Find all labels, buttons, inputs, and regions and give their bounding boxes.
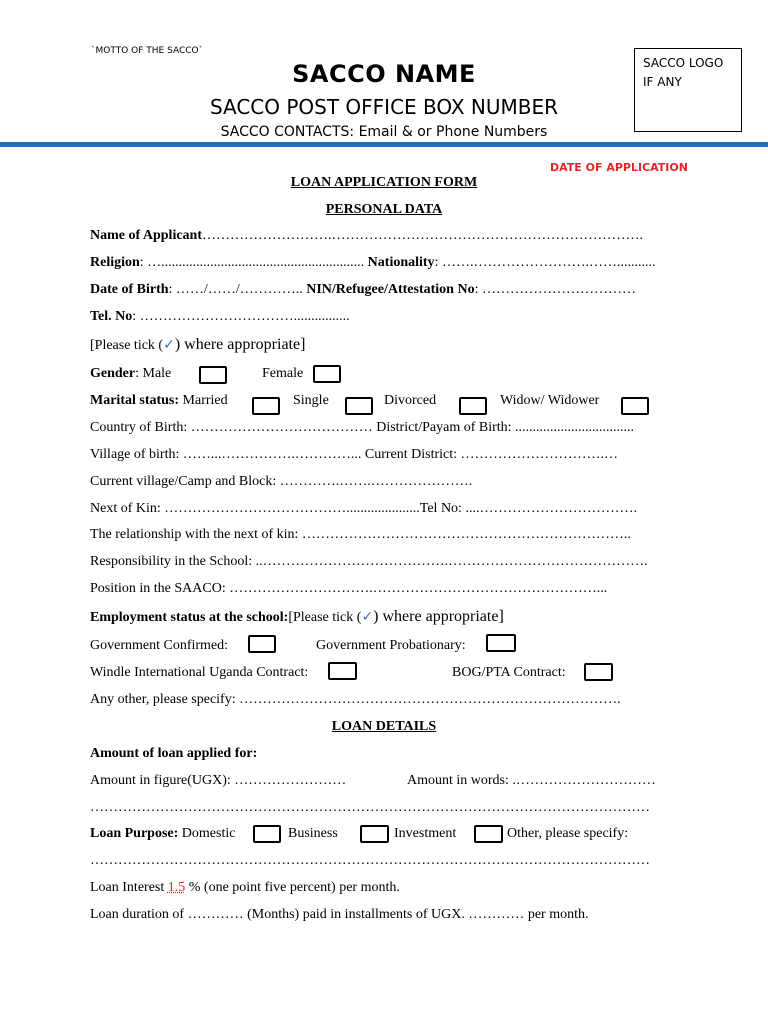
header-divider bbox=[0, 142, 768, 147]
checkbox-divorced[interactable] bbox=[459, 397, 487, 415]
purpose-other-line[interactable]: ………………………………………………………………………………………………………… bbox=[90, 853, 650, 868]
gender-row bbox=[90, 366, 171, 382]
religion-field[interactable]: : ….......................................................... bbox=[139, 255, 365, 270]
purpose-row: Loan Purpose: Domestic bbox=[90, 826, 236, 841]
marital-single-label: Single bbox=[293, 393, 329, 408]
current-village-row[interactable]: Current village/Camp and Block: ………….…….…………………. bbox=[90, 474, 473, 489]
purpose-label: Loan Purpose: bbox=[90, 826, 179, 841]
form-title: LOAN APPLICATION FORM bbox=[290, 175, 478, 190]
position-row[interactable]: Position in the SAACO: ………………………….…………………………………………... bbox=[90, 581, 608, 596]
windle-label: Windle International Uganda Contract: bbox=[90, 665, 309, 680]
purpose-other-label: Other, please specify: bbox=[507, 826, 629, 841]
marital-divorced-label: Divorced bbox=[384, 393, 437, 408]
name-row[interactable] bbox=[90, 228, 678, 244]
checkbox-gov-probationary[interactable] bbox=[486, 634, 516, 652]
name-field[interactable]: ……………………….…………………………………………………………. bbox=[202, 228, 643, 243]
employment-label: Employment status at the school: bbox=[90, 610, 289, 625]
religion-label: Religion bbox=[90, 255, 140, 270]
tick-icon: ✓ bbox=[361, 609, 374, 625]
interest-rate: 1.5 bbox=[167, 880, 186, 895]
marital-label: Marital status: bbox=[90, 393, 180, 408]
checkbox-business[interactable] bbox=[360, 825, 389, 843]
bog-label: BOG/PTA Contract: bbox=[452, 665, 566, 680]
checkbox-married[interactable] bbox=[252, 397, 280, 415]
sacco-name: SACCO NAME bbox=[292, 60, 476, 88]
checkbox-male[interactable] bbox=[199, 366, 227, 384]
gov-confirmed-label: Government Confirmed: bbox=[90, 638, 229, 653]
tel-label: Tel. No bbox=[90, 309, 133, 324]
checkbox-domestic[interactable] bbox=[253, 825, 281, 843]
nin-label: NIN/Refugee/Attestation No bbox=[306, 282, 475, 297]
nationality-field[interactable]: : …….…………………….……........... bbox=[434, 255, 656, 270]
purpose-business-label: Business bbox=[288, 826, 338, 841]
amount-label: Amount of loan applied for: bbox=[90, 746, 258, 761]
checkbox-investment[interactable] bbox=[474, 825, 503, 843]
tel-field[interactable]: : ……………………………................ bbox=[132, 309, 350, 324]
tel-row[interactable] bbox=[90, 309, 350, 325]
tick-instruction: [Please tick (✓) where appropriate] bbox=[90, 336, 306, 353]
gender-male-label: : Male bbox=[135, 366, 172, 381]
loan-heading: LOAN DETAILS bbox=[331, 719, 437, 734]
duration-row[interactable]: Loan duration of ………… (Months) paid in installments of UGX. ………… per month. bbox=[90, 907, 589, 922]
next-of-kin-row[interactable]: Next of Kin: ………………………………….....................Tel No: ....……………………………. bbox=[90, 501, 637, 516]
marital-row: Marital status: Married bbox=[90, 393, 228, 408]
nin-field[interactable]: : …………………………… bbox=[474, 282, 636, 297]
interest-row: Loan Interest 1.5 % (one point five percent) per month. bbox=[90, 880, 400, 895]
village-birth-row[interactable]: Village of birth: ……...…………….…………... Current District: ………………………….… bbox=[90, 447, 619, 462]
checkbox-windle[interactable] bbox=[328, 662, 357, 680]
checkbox-gov-confirmed[interactable] bbox=[248, 635, 276, 653]
marital-widow-label: Widow/ Widower bbox=[500, 393, 600, 408]
dob-row[interactable] bbox=[90, 282, 678, 298]
amount-words[interactable]: Amount in words: .………………………… bbox=[407, 773, 656, 788]
gov-probationary-label: Government Probationary: bbox=[316, 638, 466, 653]
checkbox-single[interactable] bbox=[345, 397, 373, 415]
amount-figure[interactable]: Amount in figure(UGX): …………………… bbox=[90, 773, 347, 788]
checkbox-widow[interactable] bbox=[621, 397, 649, 415]
dob-label: Date of Birth bbox=[90, 282, 169, 297]
dob-field[interactable]: : ……/……/………….. bbox=[168, 282, 307, 297]
date-of-application: DATE OF APPLICATION bbox=[550, 161, 688, 174]
any-other-row[interactable]: Any other, please specify: ………………………………………………………………………. bbox=[90, 692, 621, 707]
gender-female-label: Female bbox=[262, 366, 304, 381]
responsibility-row[interactable]: Responsibility in the School: ..………………………………….……………………………………. bbox=[90, 554, 648, 569]
relationship-row[interactable]: The relationship with the next of kin: …………………………………………………………….. bbox=[90, 527, 631, 542]
checkbox-bog[interactable] bbox=[584, 663, 613, 681]
name-label: Name of Applicant bbox=[90, 228, 202, 243]
country-birth-row[interactable]: Country of Birth: ………………………………… District/Payam of Birth: .................................. bbox=[90, 420, 635, 435]
checkbox-female[interactable] bbox=[313, 365, 341, 383]
logo-placeholder: SACCO LOGO IF ANY bbox=[634, 48, 742, 132]
tick-icon: ✓ bbox=[163, 337, 175, 353]
amount-words-line[interactable]: ………………………………………………………………………………………………………… bbox=[90, 800, 650, 815]
po-box: SACCO POST OFFICE BOX NUMBER bbox=[209, 95, 559, 119]
motto: `MOTTO OF THE SACCO` bbox=[91, 46, 204, 56]
nationality-label: Nationality bbox=[367, 255, 435, 270]
religion-row[interactable] bbox=[90, 255, 678, 271]
gender-label: Gender bbox=[90, 366, 136, 381]
personal-heading: PERSONAL DATA bbox=[325, 202, 443, 217]
contacts: SACCO CONTACTS: Email & or Phone Numbers bbox=[220, 124, 548, 140]
purpose-investment-label: Investment bbox=[394, 826, 457, 841]
employment-row: Employment status at the school:[Please tick (✓) where appropriate] bbox=[90, 608, 504, 625]
